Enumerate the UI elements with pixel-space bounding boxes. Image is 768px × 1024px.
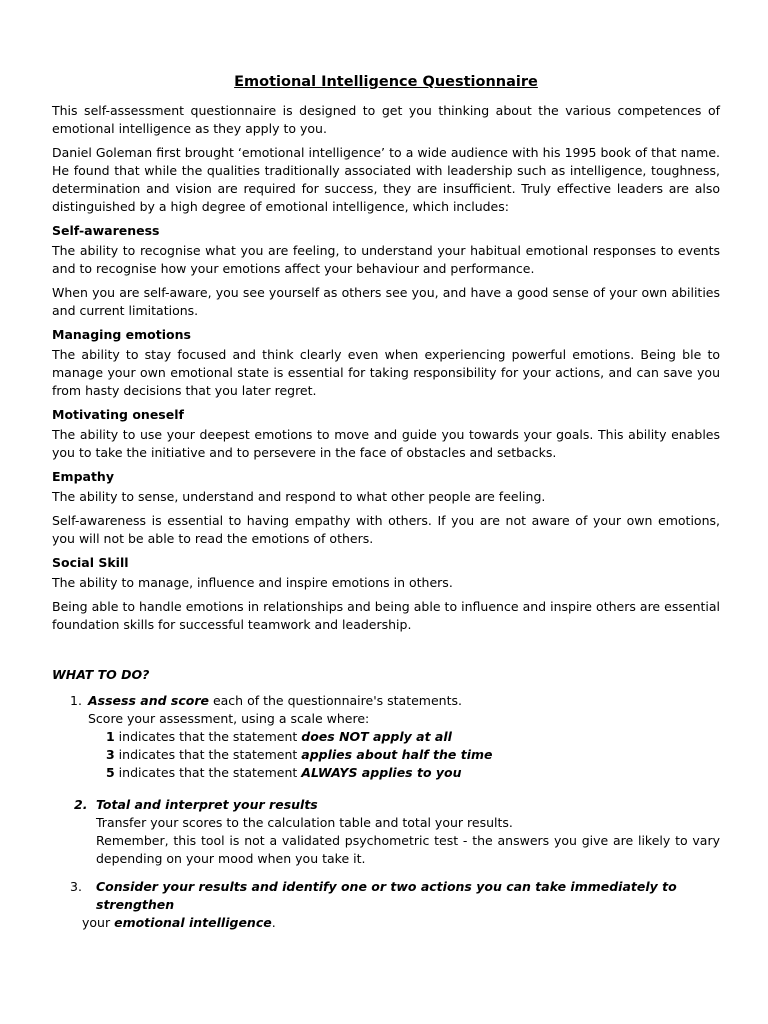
section-paragraph: The ability to use your deepest emotions to move and guide you towards your goals. This ability enables you to take the initiative and to persevere in the face of obstacles and setbacks. bbox=[52, 427, 720, 460]
step-number: 2. bbox=[74, 797, 88, 812]
step-text: your bbox=[82, 915, 115, 930]
step-3 bbox=[52, 878, 720, 932]
intro-paragraph: This self-assessment questionnaire is designed to get you thinking about the various competences of emotional intelligence as they apply to you. bbox=[52, 103, 720, 136]
scale-row bbox=[106, 764, 720, 782]
scale-intro: Score your assessment, using a scale where: bbox=[88, 711, 370, 726]
step-emphasis: emotional intelligence bbox=[114, 915, 272, 930]
section-heading: Social Skill bbox=[52, 555, 129, 570]
section-paragraph: The ability to manage, influence and inspire emotions in others. bbox=[52, 575, 453, 590]
step-lead: Consider your results and identify one or two actions you can take immediately to strengthen bbox=[96, 879, 677, 912]
step-lead: Assess and score bbox=[88, 693, 209, 708]
scale-emphasis: ALWAYS applies to you bbox=[301, 765, 462, 780]
step-number: 1. bbox=[70, 693, 82, 708]
scale-value: 3 bbox=[106, 747, 115, 762]
section-paragraph: The ability to stay focused and think clearly even when experiencing powerful emotions. Being ble to manage your own emotional state is essential for taking responsibility for your actions, and can save you from hasty decisions that you later regret. bbox=[52, 347, 720, 398]
step-text: Transfer your scores to the calculation table and total your results. bbox=[96, 815, 513, 830]
section-heading: Self-awareness bbox=[52, 223, 160, 238]
section-social-skill bbox=[52, 554, 720, 634]
step-text: Remember, this tool is not a validated psychometric test - the answers you give are likely to vary depending on your mood when you take it. bbox=[96, 833, 720, 866]
scale-value: 1 bbox=[106, 729, 115, 744]
scale-emphasis: applies about half the time bbox=[301, 747, 493, 762]
scale-text: indicates that the statement bbox=[114, 765, 302, 780]
scale-text: indicates that the statement bbox=[114, 747, 302, 762]
scale-emphasis: does NOT apply at all bbox=[301, 729, 452, 744]
section-managing-emotions bbox=[52, 326, 720, 400]
step-number: 3. bbox=[70, 879, 82, 894]
section-empathy bbox=[52, 468, 720, 548]
scale-text: indicates that the statement bbox=[114, 729, 302, 744]
section-paragraph: Being able to handle emotions in relationships and being able to influence and inspire others are essential foundation skills for successful teamwork and leadership. bbox=[52, 599, 720, 632]
document-page bbox=[52, 72, 720, 932]
section-motivating-oneself bbox=[52, 406, 720, 462]
section-heading: Motivating oneself bbox=[52, 407, 184, 422]
section-heading: Managing emotions bbox=[52, 327, 191, 342]
page-title: Emotional Intelligence Questionnaire bbox=[234, 74, 538, 90]
section-heading: Empathy bbox=[52, 469, 114, 484]
section-paragraph: The ability to sense, understand and respond to what other people are feeling. bbox=[52, 489, 546, 504]
section-paragraph: When you are self-aware, you see yourself as others see you, and have a good sense of your own abilities and current limitations. bbox=[52, 285, 720, 318]
scale-row bbox=[106, 728, 720, 746]
scale-value: 5 bbox=[106, 765, 115, 780]
what-to-do-heading: WHAT TO DO? bbox=[52, 667, 150, 682]
step-lead: Total and interpret your results bbox=[96, 797, 318, 812]
scale-list bbox=[88, 728, 720, 782]
section-paragraph: The ability to recognise what you are feeling, to understand your habitual emotional responses to events and to recognise how your emotions affect your behaviour and performance. bbox=[52, 243, 720, 276]
section-paragraph: Self-awareness is essential to having empathy with others. If you are not aware of your own emotions, you will not be able to read the emotions of others. bbox=[52, 513, 720, 546]
step-text-line bbox=[82, 914, 720, 932]
step-2 bbox=[52, 796, 720, 868]
scale-row bbox=[106, 746, 720, 764]
section-self-awareness bbox=[52, 222, 720, 320]
step-text: each of the questionnaire's statements. bbox=[208, 693, 462, 708]
intro-paragraph: Daniel Goleman first brought ‘emotional intelligence’ to a wide audience with his 1995 book of that name. He found that while the qualities traditionally associated with leadership such as intelligence, toughness, determination and vision are required for success, they are insufficient. Truly effective leaders are also distinguished by a high degree of emotional intelligence, which includes: bbox=[52, 145, 720, 214]
step-text: . bbox=[271, 915, 276, 930]
step-1 bbox=[52, 692, 720, 782]
